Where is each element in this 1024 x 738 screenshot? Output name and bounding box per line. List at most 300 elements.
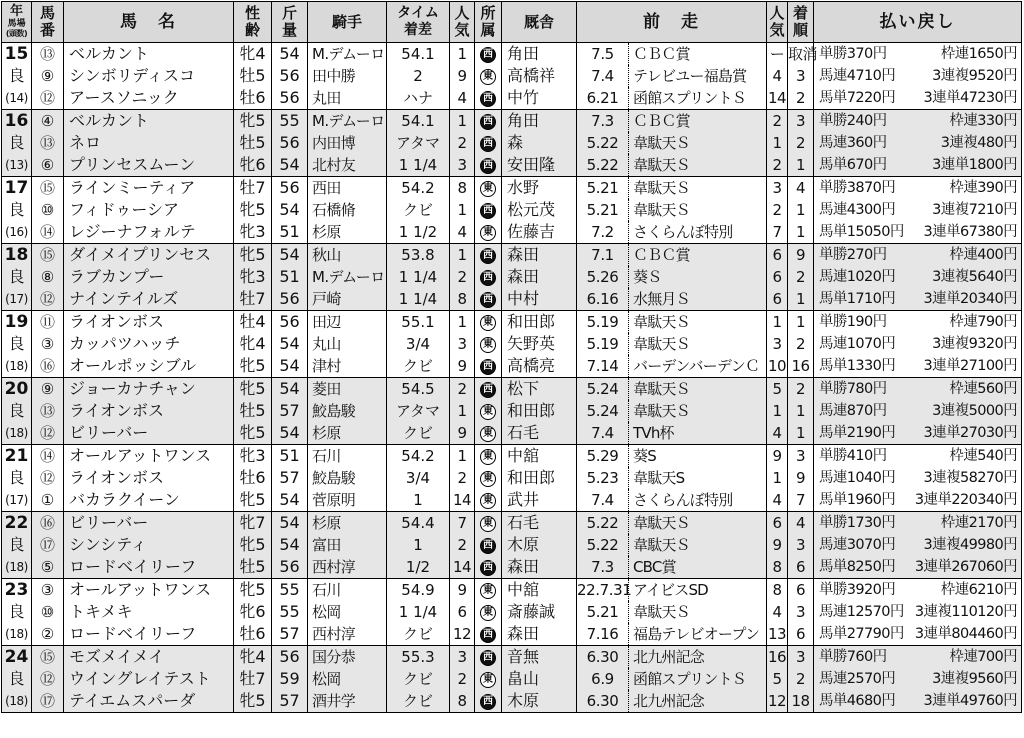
header-payout: 払い戻し <box>814 2 1022 43</box>
popularity: 1 <box>450 400 475 422</box>
payout-cell <box>814 467 1022 489</box>
prev-race-finish: 1 <box>788 221 814 244</box>
prev-race-finish: 6 <box>788 556 814 579</box>
sex-age: 牝5 <box>234 110 272 133</box>
affiliation-badge: 西 <box>480 47 496 63</box>
prev-race-finish: 3 <box>788 534 814 556</box>
horse-name: ベルカント <box>64 43 234 66</box>
affiliation-badge: 西 <box>480 560 496 576</box>
prev-race-name: さくらんぼ特別 <box>629 221 767 244</box>
trainer-name: 安田隆 <box>502 154 577 177</box>
payout-left: 単勝190円 <box>819 314 887 330</box>
prev-race-popularity: 1 <box>767 467 788 489</box>
payout-left: 馬単1710円 <box>819 291 896 307</box>
affiliation-badge: 西 <box>480 136 496 152</box>
sex-age: 牝4 <box>234 333 272 355</box>
sex-age: 牝5 <box>234 378 272 401</box>
prev-race-popularity: 8 <box>767 556 788 579</box>
jockey-name: 北村友 <box>308 154 387 177</box>
header-pop-line2: 気 <box>454 21 470 39</box>
time-margin: 54.2 <box>387 445 450 468</box>
prev-race-finish: 2 <box>788 378 814 401</box>
carried-weight: 54 <box>272 244 308 267</box>
prev-race-popularity: 16 <box>767 646 788 669</box>
post-number: ② <box>32 623 64 646</box>
payout-right: 枠連330円 <box>949 113 1017 129</box>
payout-cell <box>814 400 1022 422</box>
affiliation-badge: 西 <box>480 627 496 643</box>
prev-race-popularity: 6 <box>767 512 788 535</box>
horse-name: ロードベイリーフ <box>64 556 234 579</box>
prev-race-date: 6.30 <box>577 646 629 669</box>
affiliation-cell <box>475 467 502 489</box>
prev-race-name: 韋駄天Ｓ <box>629 400 767 422</box>
carried-weight: 54 <box>272 355 308 378</box>
result-row <box>2 690 1022 713</box>
payout-pair <box>819 221 1017 243</box>
result-row <box>2 288 1022 311</box>
prev-race-date: 5.19 <box>577 311 629 334</box>
post-number: ⑰ <box>32 534 64 556</box>
result-row <box>2 266 1022 288</box>
jockey-name: M.デムーロ <box>308 110 387 133</box>
prev-race-finish: 4 <box>788 512 814 535</box>
jockey-name: 杉原 <box>308 221 387 244</box>
payout-cell <box>814 177 1022 200</box>
post-number: ⑩ <box>32 199 64 221</box>
result-row <box>2 311 1022 334</box>
year-group <box>2 512 1022 579</box>
header-post-line2: 番 <box>39 21 55 39</box>
prev-race-finish: 3 <box>788 601 814 623</box>
field-size: (18) <box>2 556 32 579</box>
sex-age: 牝3 <box>234 266 272 288</box>
time-margin: クビ <box>387 690 450 713</box>
jockey-name: 田辺 <box>308 311 387 334</box>
prev-race-date: 7.16 <box>577 623 629 646</box>
popularity: 1 <box>450 311 475 334</box>
race-year: 16 <box>2 110 32 133</box>
affiliation-badge: 東 <box>480 181 496 197</box>
time-margin: 54.1 <box>387 43 450 66</box>
prev-race-date: 5.21 <box>577 601 629 623</box>
sex-age: 牡6 <box>234 87 272 110</box>
affiliation-cell <box>475 646 502 669</box>
popularity: 1 <box>450 244 475 267</box>
affiliation-cell <box>475 266 502 288</box>
affiliation-cell <box>475 422 502 445</box>
prev-race-popularity: 1 <box>767 400 788 422</box>
post-number: ③ <box>32 579 64 602</box>
affiliation-badge: 東 <box>480 337 496 353</box>
time-margin: 1 <box>387 489 450 512</box>
post-number: ③ <box>32 333 64 355</box>
sex-age: 牝4 <box>234 646 272 669</box>
sex-age: 牡5 <box>234 132 272 154</box>
popularity: 2 <box>450 132 475 154</box>
popularity: 1 <box>450 445 475 468</box>
header-affiliation <box>475 2 502 43</box>
prev-race-name: バーデンバーデンＣ <box>629 355 767 378</box>
payout-pair <box>819 65 1017 87</box>
prev-race-name: 韋駄天Ｓ <box>629 311 767 334</box>
track-condition: 良 <box>2 400 32 422</box>
payout-cell <box>814 154 1022 177</box>
payout-right: 3連単1800円 <box>932 157 1017 173</box>
prev-race-name: 北九州記念 <box>629 646 767 669</box>
carried-weight: 56 <box>272 288 308 311</box>
affiliation-cell <box>475 601 502 623</box>
header-row <box>2 2 1022 43</box>
payout-right: 3連複110120円 <box>914 604 1017 620</box>
payout-right: 枠連2170円 <box>940 515 1017 531</box>
race-year: 20 <box>2 378 32 401</box>
prev-race-finish: 2 <box>788 87 814 110</box>
affiliation-cell <box>475 65 502 87</box>
result-row <box>2 534 1022 556</box>
race-results-table <box>1 1 1022 713</box>
payout-left: 馬連870円 <box>819 403 887 419</box>
payout-cell <box>814 690 1022 713</box>
trainer-name: 森田 <box>502 244 577 267</box>
payout-cell <box>814 601 1022 623</box>
post-number: ⑫ <box>32 467 64 489</box>
header-horse-name: 馬 名 <box>64 2 234 43</box>
payout-right: 3連単27030円 <box>923 425 1017 441</box>
carried-weight: 54 <box>272 378 308 401</box>
header-time-margin <box>387 2 450 43</box>
payout-right: 3連複9320円 <box>932 336 1017 352</box>
prev-race-finish: 2 <box>788 668 814 690</box>
carried-weight: 54 <box>272 512 308 535</box>
payout-right: 3連単49760円 <box>923 693 1017 709</box>
post-number: ⑬ <box>32 43 64 66</box>
horse-name: モズメイメイ <box>64 646 234 669</box>
payout-pair <box>819 355 1017 377</box>
affiliation-badge: 西 <box>480 292 496 308</box>
payout-cell <box>814 668 1022 690</box>
carried-weight: 51 <box>272 266 308 288</box>
payout-left: 単勝240円 <box>819 113 887 129</box>
jockey-name: 酒井学 <box>308 690 387 713</box>
payout-pair <box>819 333 1017 355</box>
payout-cell <box>814 445 1022 468</box>
time-margin: クビ <box>387 355 450 378</box>
time-margin: 1 1/2 <box>387 221 450 244</box>
payout-cell <box>814 199 1022 221</box>
prev-race-name: テレビユー福島賞 <box>629 65 767 87</box>
prev-race-popularity: 4 <box>767 489 788 512</box>
carried-weight: 55 <box>272 110 308 133</box>
payout-right: 枠連700円 <box>949 649 1017 665</box>
payout-cell <box>814 355 1022 378</box>
payout-cell <box>814 266 1022 288</box>
result-row <box>2 355 1022 378</box>
result-row <box>2 623 1022 646</box>
prev-race-date: 5.24 <box>577 400 629 422</box>
field-size: (18) <box>2 690 32 713</box>
popularity: 2 <box>450 534 475 556</box>
race-year: 18 <box>2 244 32 267</box>
affiliation-cell <box>475 668 502 690</box>
prev-race-name: 韋駄天S <box>629 467 767 489</box>
carried-weight: 56 <box>272 87 308 110</box>
prev-race-popularity: 1 <box>767 311 788 334</box>
prev-race-popularity: 5 <box>767 668 788 690</box>
payout-cell <box>814 534 1022 556</box>
payout-cell <box>814 646 1022 669</box>
post-number: ⑥ <box>32 154 64 177</box>
popularity: 12 <box>450 623 475 646</box>
prev-race-popularity: 2 <box>767 154 788 177</box>
jockey-name: 田中勝 <box>308 65 387 87</box>
affiliation-cell <box>475 87 502 110</box>
payout-cell <box>814 43 1022 66</box>
post-number: ⑨ <box>32 378 64 401</box>
post-number: ⑫ <box>32 87 64 110</box>
affiliation-cell <box>475 110 502 133</box>
affiliation-badge: 東 <box>480 426 496 442</box>
affiliation-badge: 東 <box>480 404 496 420</box>
sex-age: 牝5 <box>234 690 272 713</box>
trainer-name: 矢野英 <box>502 333 577 355</box>
trainer-name: 中竹 <box>502 87 577 110</box>
trainer-name: 森田 <box>502 623 577 646</box>
sex-age: 牝3 <box>234 221 272 244</box>
prev-race-finish: 1 <box>788 199 814 221</box>
payout-cell <box>814 623 1022 646</box>
horse-name: オールポッシブル <box>64 355 234 378</box>
prev-race-date: 5.21 <box>577 199 629 221</box>
prev-race-date: 6.16 <box>577 288 629 311</box>
payout-right: 3連単220340円 <box>914 492 1017 508</box>
track-condition: 良 <box>2 266 32 288</box>
year-group <box>2 244 1022 311</box>
sex-age: 牡5 <box>234 400 272 422</box>
track-condition: 良 <box>2 65 32 87</box>
prev-race-popularity: 4 <box>767 65 788 87</box>
popularity: 2 <box>450 378 475 401</box>
affiliation-badge: 東 <box>480 315 496 331</box>
payout-right: 枠連1650円 <box>940 46 1017 62</box>
prev-race-popularity: 3 <box>767 177 788 200</box>
header-post-line1: 馬 <box>39 4 55 22</box>
trainer-name: 音無 <box>502 646 577 669</box>
prev-race-date: 5.22 <box>577 154 629 177</box>
year-group <box>2 43 1022 110</box>
prev-race-name: 函館スプリントＳ <box>629 668 767 690</box>
prev-race-popularity: 3 <box>767 333 788 355</box>
prev-race-popularity: ー <box>767 43 788 66</box>
affiliation-cell <box>475 534 502 556</box>
payout-pair <box>819 512 1017 534</box>
affiliation-badge: 西 <box>480 114 496 130</box>
prev-race-date: 6.21 <box>577 87 629 110</box>
prev-race-name: 福島テレビオープン <box>629 623 767 646</box>
prev-race-popularity: 12 <box>767 690 788 713</box>
popularity: 14 <box>450 556 475 579</box>
time-margin: 1/2 <box>387 556 450 579</box>
prev-race-date: 5.22 <box>577 512 629 535</box>
popularity: 2 <box>450 467 475 489</box>
header-finish-line2: 順 <box>792 21 808 39</box>
carried-weight: 56 <box>272 311 308 334</box>
prev-race-finish: 取消 <box>788 43 814 66</box>
horse-name: ライオンボス <box>64 400 234 422</box>
sex-age: 牝5 <box>234 534 272 556</box>
year-group <box>2 311 1022 378</box>
jockey-name: 秋山 <box>308 244 387 267</box>
jockey-name: 丸田 <box>308 87 387 110</box>
popularity: 8 <box>450 177 475 200</box>
payout-pair <box>819 623 1017 645</box>
header-time-line2: 着差 <box>404 22 432 38</box>
prev-race-finish: 1 <box>788 311 814 334</box>
field-size: (17) <box>2 489 32 512</box>
prev-race-finish: 3 <box>788 445 814 468</box>
prev-race-finish: 7 <box>788 489 814 512</box>
sex-age: 牝4 <box>234 43 272 66</box>
header-sex-line2: 齢 <box>244 21 260 39</box>
header-finish-line1: 着 <box>792 4 808 22</box>
prev-race-date: 6.30 <box>577 690 629 713</box>
prev-race-date: 5.23 <box>577 467 629 489</box>
affiliation-cell <box>475 177 502 200</box>
popularity: 1 <box>450 199 475 221</box>
carried-weight: 51 <box>272 221 308 244</box>
trainer-name: 中舘 <box>502 579 577 602</box>
prev-race-name: 韋駄天Ｓ <box>629 154 767 177</box>
trainer-name: 石毛 <box>502 512 577 535</box>
payout-right: 枠連400円 <box>949 247 1017 263</box>
prev-race-popularity: 6 <box>767 288 788 311</box>
track-condition: 良 <box>2 534 32 556</box>
prev-race-popularity: 2 <box>767 199 788 221</box>
header-pop-line1: 人 <box>454 4 470 22</box>
payout-right: 3連単47230円 <box>923 90 1017 106</box>
post-number: ⑬ <box>32 132 64 154</box>
payout-right: 3連複5000円 <box>932 403 1017 419</box>
prev-race-name: 韋駄天Ｓ <box>629 512 767 535</box>
prev-race-popularity: 6 <box>767 244 788 267</box>
header-post-number <box>32 2 64 43</box>
year-group <box>2 110 1022 177</box>
post-number: ⑩ <box>32 601 64 623</box>
horse-name: ビリーバー <box>64 512 234 535</box>
track-condition: 良 <box>2 132 32 154</box>
carried-weight: 51 <box>272 445 308 468</box>
header-sex-age <box>234 2 272 43</box>
race-year: 15 <box>2 43 32 66</box>
header-jockey: 騎手 <box>308 2 387 43</box>
time-margin: アタマ <box>387 132 450 154</box>
payout-left: 馬連12570円 <box>819 604 904 620</box>
time-margin: 1 1/4 <box>387 154 450 177</box>
prev-race-date: 7.1 <box>577 244 629 267</box>
jockey-name: 菅原明 <box>308 489 387 512</box>
payout-cell <box>814 132 1022 154</box>
affiliation-badge: 東 <box>480 672 496 688</box>
trainer-name: 武井 <box>502 489 577 512</box>
payout-left: 馬単27790円 <box>819 626 904 642</box>
prev-race-popularity: 2 <box>767 110 788 133</box>
year-group <box>2 378 1022 445</box>
prev-race-name: TVh杯 <box>629 422 767 445</box>
prev-race-popularity: 8 <box>767 579 788 602</box>
prev-race-date: 7.3 <box>577 110 629 133</box>
payout-left: 馬連1070円 <box>819 336 896 352</box>
carried-weight: 54 <box>272 333 308 355</box>
popularity: 14 <box>450 489 475 512</box>
horse-name: ラインミーティア <box>64 177 234 200</box>
popularity: 3 <box>450 646 475 669</box>
affiliation-badge: 東 <box>480 583 496 599</box>
payout-pair <box>819 378 1017 400</box>
affiliation-badge: 西 <box>480 382 496 398</box>
payout-right: 枠連560円 <box>949 381 1017 397</box>
affiliation-cell <box>475 311 502 334</box>
horse-name: ナインテイルズ <box>64 288 234 311</box>
popularity: 2 <box>450 668 475 690</box>
prev-race-popularity: 13 <box>767 623 788 646</box>
time-margin: アタマ <box>387 400 450 422</box>
payout-pair <box>819 668 1017 690</box>
race-year: 22 <box>2 512 32 535</box>
sex-age: 牝5 <box>234 422 272 445</box>
prev-race-name: 韋駄天Ｓ <box>629 601 767 623</box>
affiliation-cell <box>475 445 502 468</box>
sex-age: 牝5 <box>234 244 272 267</box>
horse-name: ウイングレイテスト <box>64 668 234 690</box>
result-row <box>2 177 1022 200</box>
payout-left: 馬連1040円 <box>819 470 896 486</box>
payout-left: 単勝370円 <box>819 46 887 62</box>
affiliation-badge: 西 <box>480 248 496 264</box>
horse-name: バカラクイーン <box>64 489 234 512</box>
affiliation-badge: 東 <box>480 471 496 487</box>
jockey-name: 戸崎 <box>308 288 387 311</box>
payout-cell <box>814 65 1022 87</box>
popularity: 3 <box>450 333 475 355</box>
post-number: ⑯ <box>32 355 64 378</box>
popularity: 8 <box>450 690 475 713</box>
prev-race-finish: 1 <box>788 288 814 311</box>
sex-age: 牝7 <box>234 512 272 535</box>
payout-right: 3連単804460円 <box>914 626 1017 642</box>
prev-race-finish: 1 <box>788 400 814 422</box>
time-margin: 3/4 <box>387 333 450 355</box>
carried-weight: 57 <box>272 467 308 489</box>
payout-pair <box>819 445 1017 467</box>
trainer-name: 中舘 <box>502 445 577 468</box>
result-row <box>2 467 1022 489</box>
trainer-name: 森田 <box>502 556 577 579</box>
header-previous-race: 前 走 <box>577 2 767 43</box>
time-margin: 53.8 <box>387 244 450 267</box>
affiliation-cell <box>475 623 502 646</box>
payout-pair <box>819 534 1017 556</box>
carried-weight: 54 <box>272 422 308 445</box>
prev-race-finish: 9 <box>788 467 814 489</box>
race-year: 21 <box>2 445 32 468</box>
result-row <box>2 43 1022 66</box>
jockey-name: 杉原 <box>308 512 387 535</box>
prev-race-date: 5.21 <box>577 177 629 200</box>
post-number: ⑭ <box>32 445 64 468</box>
affiliation-cell <box>475 556 502 579</box>
payout-right: 3連複5640円 <box>932 269 1017 285</box>
sex-age: 牝5 <box>234 579 272 602</box>
